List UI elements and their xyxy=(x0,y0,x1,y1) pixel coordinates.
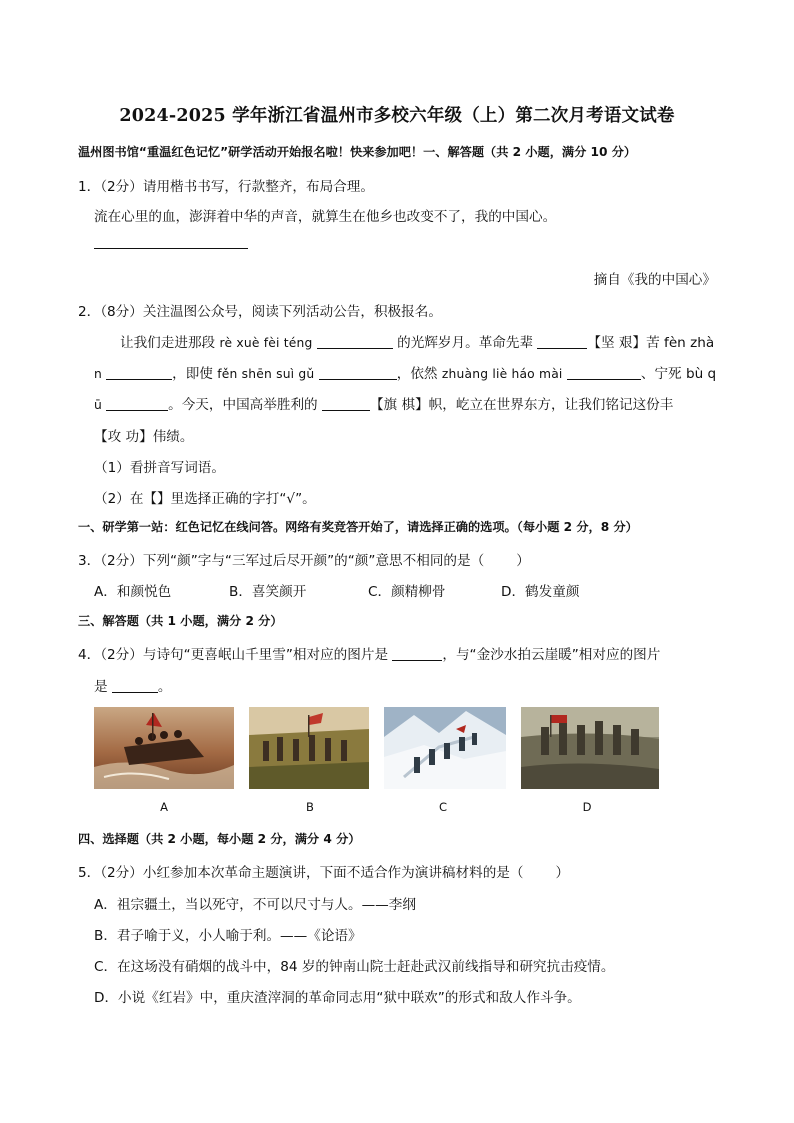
caption-b: B xyxy=(306,800,314,814)
q3-option-a[interactable]: A．和颜悦色 xyxy=(94,584,172,600)
q1-source: 摘自《我的中国心》 xyxy=(593,272,716,288)
answer-blank[interactable] xyxy=(106,396,168,411)
q4-line2 xyxy=(94,675,172,695)
caption-a: A xyxy=(160,800,168,814)
painting-a-river-crossing xyxy=(94,707,234,789)
page-title: 2024-2025 学年浙江省温州市多校六年级（上）第二次月考语文试卷 xyxy=(119,106,675,126)
pinyin: ū xyxy=(94,398,107,412)
pinyin: n xyxy=(94,367,107,381)
q2-text: 让我们走进那段 xyxy=(120,335,220,351)
q3-option-d[interactable]: D．鹤发童颜 xyxy=(501,584,580,600)
q3-stem-end: ） xyxy=(516,553,530,569)
q2-text: 【旗 棋】帜，屹立在世界东方，让我们铭记这份丰 xyxy=(369,397,674,413)
answer-blank[interactable] xyxy=(112,678,158,693)
q1-stem: 1．（2分）请用楷书书写，行款整齐，布局合理。 xyxy=(78,179,374,195)
painting-b-grassland-march xyxy=(249,707,369,789)
q3-option-c[interactable]: C．颜精柳骨 xyxy=(368,584,446,600)
section-4-header: 四、选择题（共 2 小题，每小题 2 分，满分 4 分） xyxy=(78,832,361,846)
caption-d: D xyxy=(582,800,592,814)
q3-option-b[interactable]: B．喜笑颜开 xyxy=(229,584,307,600)
pinyin: rè xuè fèi téng xyxy=(219,336,313,350)
intro-line: 温州图书馆“重温红色记忆”研学活动开始报名啦！快来参加吧！一、解答题（共 2 小题，满分 10 分） xyxy=(78,145,637,159)
q1-answer-line xyxy=(94,248,248,249)
q5-stem-end: ） xyxy=(555,865,570,881)
q2-line4: 【攻 功】伟绩。 xyxy=(94,429,194,445)
q4-line1 xyxy=(78,643,660,663)
q2-line2 xyxy=(94,362,716,382)
answer-blank[interactable] xyxy=(567,365,641,380)
q4-text: ，与“金沙水拍云崖暖”相对应的图片 xyxy=(442,647,661,663)
answer-blank[interactable] xyxy=(106,365,172,380)
q2-text: ，依然 xyxy=(396,366,442,382)
q2-stem: 2．（8分）关注温图公众号，阅读下列活动公告，积极报名。 xyxy=(78,304,442,320)
answer-blank[interactable] xyxy=(319,365,397,380)
section-3-header: 三、解答题（共 1 小题，满分 2 分） xyxy=(78,614,283,628)
q5-stem-text: 5．（2分）小红参加本次革命主题演讲，下面不适合作为演讲稿材料的是（ xyxy=(78,865,524,881)
answer-blank[interactable] xyxy=(537,334,587,349)
q2-text: 【坚 艰】苦 fèn zhà xyxy=(587,335,715,351)
q2-sub2: （2）在【】里选择正确的字打“√”。 xyxy=(94,491,316,507)
q4-text: 是 xyxy=(94,679,112,695)
q5-option-a[interactable]: A．祖宗疆土，当以死守，不可以尺寸与人。——李纲 xyxy=(94,897,416,913)
q4-text: 。 xyxy=(157,679,172,695)
q2-line1 xyxy=(120,331,714,351)
caption-c: C xyxy=(438,800,448,814)
painting-c-snow-mountain xyxy=(384,707,506,789)
section-online-header: 一、研学第一站：红色记忆在线问答。网络有奖竞答开始了，请选择正确的选项。（每小题 2 分，8 分） xyxy=(78,520,638,534)
q5-option-c[interactable]: C．在这场没有硝烟的战斗中，84 岁的钟南山院士赶赴武汉前线指导和研究抗击疫情。 xyxy=(94,959,615,975)
q2-sub1: （1）看拼音写词语。 xyxy=(94,460,225,476)
answer-blank[interactable] xyxy=(317,334,393,349)
q5-stem xyxy=(78,861,569,881)
q2-text: 的光辉岁月。革命先辈 xyxy=(392,335,538,351)
q4-text: 4．（2分）与诗句“更喜岷山千里雪”相对应的图片是 xyxy=(78,647,393,663)
q5-option-b[interactable]: B．君子喻于义，小人喻于利。——《论语》 xyxy=(94,928,362,944)
q3-stem-text: 3．（2分）下列“颜”字与“三军过后尽开颜”的“颜”意思不相同的是（ xyxy=(78,553,485,569)
q2-text: 。今天，中国高举胜利的 xyxy=(168,397,322,413)
painting-d-gathering xyxy=(521,707,659,789)
answer-blank[interactable] xyxy=(322,396,370,411)
pinyin: fěn shēn suì gǔ xyxy=(217,367,315,381)
q2-line3 xyxy=(94,393,673,413)
q5-option-d[interactable]: D．小说《红岩》中，重庆渣滓洞的革命同志用“狱中联欢”的形式和敌人作斗争。 xyxy=(94,990,581,1006)
pinyin: zhuàng liè háo mài xyxy=(441,367,563,381)
q2-text: 、宁死 bù q xyxy=(640,366,717,382)
answer-blank[interactable] xyxy=(392,646,442,661)
q1-passage: 流在心里的血，澎湃着中华的声音，就算生在他乡也改变不了，我的中国心。 xyxy=(94,209,557,225)
q2-text: ，即使 xyxy=(172,366,218,382)
q3-stem xyxy=(78,549,530,569)
